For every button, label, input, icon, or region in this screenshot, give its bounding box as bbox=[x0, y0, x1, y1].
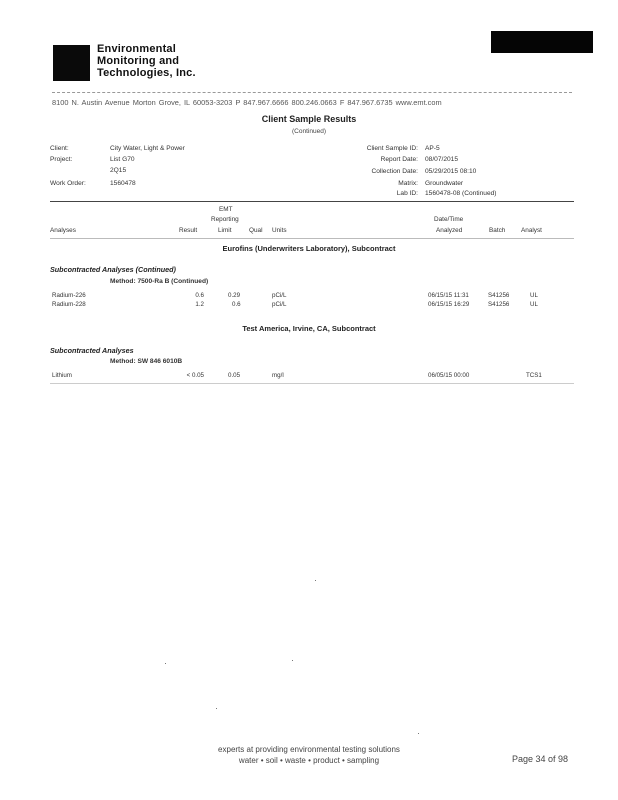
project-label: Project: bbox=[50, 156, 73, 163]
col-header-qual: Qual bbox=[249, 227, 263, 234]
units-value: pCi/L bbox=[272, 292, 287, 299]
workorder-label: Work Order: bbox=[50, 180, 86, 187]
company-address: 8100 N. Austin Avenue Morton Grove, IL 60053-3203 P 847.967.6666 800.246.0663 F 847.967.6735 www.emt.com bbox=[52, 98, 442, 107]
result-value: < 0.05 bbox=[186, 372, 204, 379]
scan-speck bbox=[216, 708, 217, 709]
analyzed-value: 06/15/15 11:31 bbox=[428, 292, 469, 299]
analyzed-value: 06/05/15 00:00 bbox=[428, 372, 470, 379]
analyst-value: TCS1 bbox=[526, 372, 542, 379]
analyst-value: UL bbox=[530, 301, 538, 308]
table-end-rule bbox=[50, 383, 574, 384]
header-divider bbox=[52, 92, 572, 93]
footer-slogan: experts at providing environmental testing solutions bbox=[218, 745, 400, 754]
company-name-line3: Technologies, Inc. bbox=[97, 67, 196, 79]
company-logo-mark bbox=[53, 45, 90, 81]
col-header-analyses: Analyses bbox=[50, 227, 76, 234]
lab-id-label: Lab ID: bbox=[396, 190, 418, 197]
col-header-emt: EMT bbox=[219, 206, 233, 213]
section-subtitle: Subcontracted Analyses bbox=[50, 346, 134, 355]
report-date-value: 08/07/2015 bbox=[425, 156, 459, 163]
limit-value: 0.05 bbox=[228, 372, 241, 379]
analysis-name: Radium-228 bbox=[52, 301, 86, 308]
scan-speck bbox=[418, 733, 419, 734]
workorder-value: 1560478 bbox=[110, 180, 136, 187]
section-subtitle: Subcontracted Analyses (Continued) bbox=[50, 265, 176, 274]
page-subtitle: (Continued) bbox=[292, 128, 326, 135]
batch-value: S41256 bbox=[488, 292, 510, 299]
company-name bbox=[97, 43, 196, 79]
scan-speck bbox=[315, 580, 316, 581]
method-label: Method: 7500-Ra B (Continued) bbox=[110, 278, 209, 285]
section-title: Test America, Irvine, CA, Subcontract bbox=[242, 324, 376, 333]
redaction-block bbox=[491, 31, 593, 53]
units-value: mg/l bbox=[272, 372, 284, 379]
page-title: Client Sample Results bbox=[261, 114, 357, 124]
sample-id-value: AP-5 bbox=[425, 145, 440, 152]
company-name-line2: Monitoring and bbox=[97, 55, 180, 67]
limit-value: 0.6 bbox=[232, 301, 241, 308]
col-header-result: Result bbox=[179, 227, 198, 234]
col-header-analyzed: Analyzed bbox=[436, 227, 463, 234]
col-header-limit: Limit bbox=[218, 227, 232, 234]
units-value: pCi/L bbox=[272, 301, 287, 308]
result-value: 1.2 bbox=[195, 301, 204, 308]
batch-value: S41256 bbox=[488, 301, 510, 308]
matrix-value: Groundwater bbox=[425, 180, 464, 187]
analyzed-value: 06/15/15 16:29 bbox=[428, 301, 470, 308]
project-value: List G70 bbox=[110, 156, 135, 163]
collection-date-label: Collection Date: bbox=[371, 168, 418, 175]
analysis-name: Radium-226 bbox=[52, 292, 86, 299]
project-period: 2Q15 bbox=[110, 167, 127, 174]
page-number: Page 34 of 98 bbox=[511, 754, 568, 764]
scan-speck bbox=[292, 660, 293, 661]
info-divider bbox=[50, 201, 574, 202]
sample-id-label: Client Sample ID: bbox=[366, 145, 418, 152]
col-header-batch: Batch bbox=[489, 227, 506, 234]
col-header-datetime: Date/Time bbox=[434, 216, 464, 223]
limit-value: 0.29 bbox=[228, 292, 241, 299]
col-header-reporting: Reporting bbox=[211, 216, 239, 223]
collection-date-value: 05/29/2015 08:10 bbox=[425, 168, 477, 175]
footer-services: water • soil • waste • product • sampling bbox=[238, 756, 380, 765]
company-name-line1: Environmental bbox=[97, 43, 177, 55]
client-value: City Water, Light & Power bbox=[110, 145, 185, 152]
result-value: 0.6 bbox=[195, 292, 204, 299]
header-rule bbox=[50, 238, 574, 239]
col-header-analyst: Analyst bbox=[521, 227, 542, 234]
scan-speck bbox=[165, 663, 166, 664]
analyst-value: UL bbox=[530, 292, 538, 299]
section-title: Eurofins (Underwriters Laboratory), Subcontract bbox=[222, 244, 396, 253]
analysis-name: Lithium bbox=[52, 372, 72, 379]
report-date-label: Report Date: bbox=[380, 156, 418, 163]
lab-id-value: 1560478-08 (Continued) bbox=[425, 190, 497, 197]
method-label: Method: SW 846 6010B bbox=[110, 358, 183, 365]
col-header-units: Units bbox=[272, 227, 287, 234]
matrix-label: Matrix: bbox=[398, 180, 418, 187]
client-label: Client: bbox=[50, 145, 69, 152]
